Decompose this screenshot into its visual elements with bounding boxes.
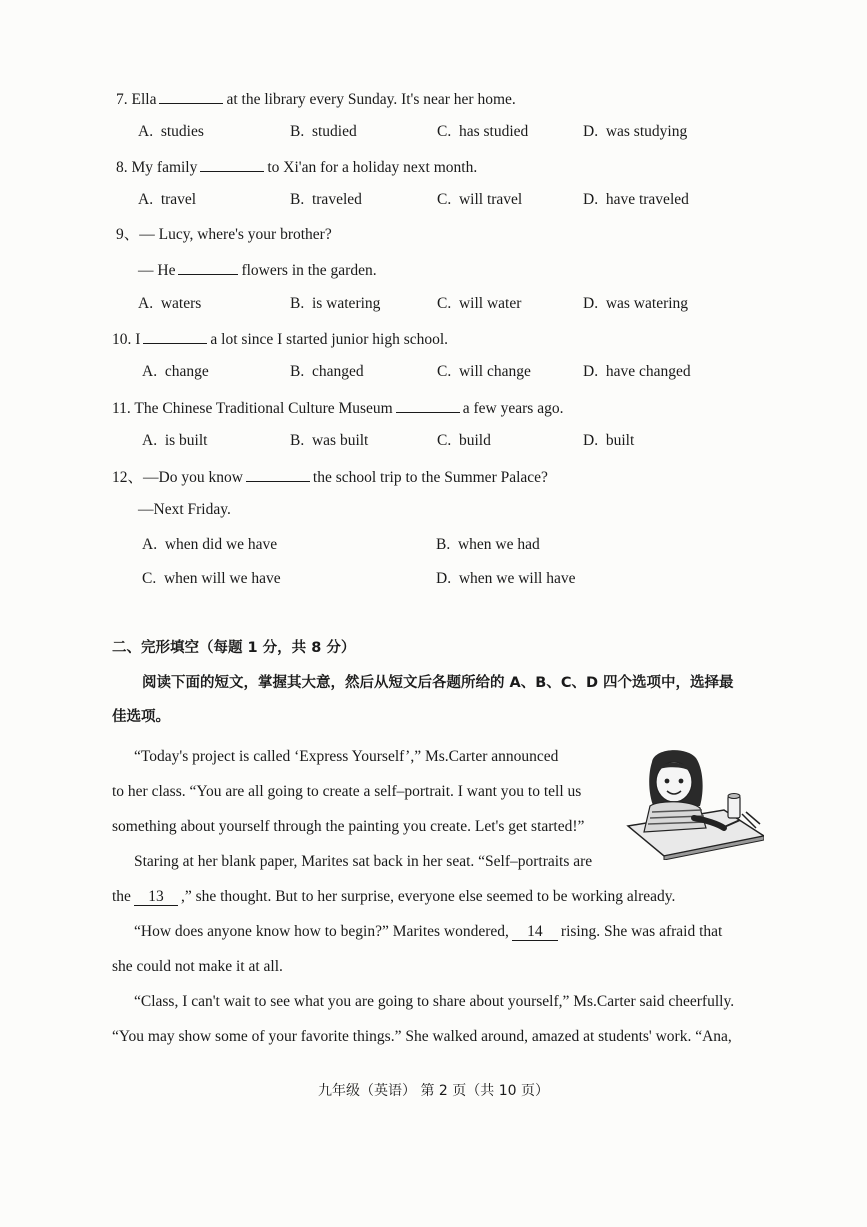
option-b: B. when we had (436, 536, 540, 553)
answer-blank (200, 156, 264, 172)
passage-line: “You may show some of your favorite things.” She walked around, amazed at students' work. “Ana, (112, 1028, 732, 1045)
option-b: B. studied (290, 123, 357, 140)
option-a: A. waters (138, 295, 202, 312)
answer-blank (246, 466, 310, 482)
answer-blank (159, 88, 223, 104)
passage-line: “Class, I can't wait to see what you are going to share about yourself,” Ms.Carter said cheerfully. (134, 993, 735, 1010)
section-heading: 二、完形填空（每题 1 分，共 8 分） (112, 640, 356, 656)
option-b: B. changed (290, 363, 364, 380)
cloze-blank-13: 13 (134, 889, 178, 906)
option-d: D. built (583, 432, 635, 449)
answer-blank (178, 259, 238, 275)
passage-line: to her class. “You are all going to create a self–portrait. I want you to tell us (112, 783, 582, 800)
cloze-blank-14: 14 (512, 924, 558, 941)
option-a: A. change (142, 363, 209, 380)
option-a: A. when did we have (142, 536, 278, 553)
girl-painting-illustration (624, 748, 764, 860)
option-d: D. have traveled (583, 191, 689, 208)
option-c: C. will water (437, 295, 522, 312)
option-d: D. was studying (583, 123, 688, 140)
option-b: B. traveled (290, 191, 362, 208)
answer-blank (396, 397, 460, 413)
option-d: D. was watering (583, 295, 689, 312)
question-9-stem: 9、— Lucy, where's your brother? (116, 226, 332, 243)
option-a: A. is built (142, 432, 208, 449)
option-c: C. will travel (437, 191, 523, 208)
question-12-reply: —Next Friday. (138, 501, 231, 518)
option-b: B. is watering (290, 295, 381, 312)
section-instructions-cont: 佳选项。 (112, 709, 170, 725)
option-c: C. will change (437, 363, 531, 380)
question-8-stem: 8. My family to Xi'an for a holiday next month. (116, 156, 477, 178)
passage-line: Staring at her blank paper, Marites sat back in her seat. “Self–portraits are (134, 853, 593, 870)
option-c: C. has studied (437, 123, 529, 140)
option-d: D. have changed (583, 363, 691, 380)
option-c: C. build (437, 432, 491, 449)
option-a: A. travel (138, 191, 197, 208)
answer-blank (143, 328, 207, 344)
option-b: B. was built (290, 432, 369, 449)
question-12-stem: 12、—Do you know the school trip to the Summer Palace? (112, 466, 548, 488)
passage-line: she could not make it at all. (112, 958, 283, 975)
passage-line: “How does anyone know how to begin?” Marites wondered, 14 rising. She was afraid that (134, 923, 723, 940)
option-a: A. studies (138, 123, 204, 140)
option-c: C. when will we have (142, 570, 281, 587)
page-footer: 九年级（英语） 第 2 页（共 10 页） (318, 1083, 549, 1099)
question-10-stem: 10. I a lot since I started junior high school. (112, 328, 448, 350)
question-7-stem: 7. Ella at the library every Sunday. It's near her home. (116, 88, 516, 110)
question-9-reply: — He flowers in the garden. (138, 259, 377, 281)
passage-line: the 13 ,” she thought. But to her surprise, everyone else seemed to be working already. (112, 888, 676, 905)
passage-line: something about yourself through the painting you create. Let's get started!” (112, 818, 585, 835)
passage-line: “Today's project is called ‘Express Yourself’,” Ms.Carter announced (134, 748, 559, 765)
section-instructions: 阅读下面的短文，掌握其大意，然后从短文后各题所给的 A、B、C、D 四个选项中，选择最 (142, 675, 734, 691)
option-d: D. when we will have (436, 570, 576, 587)
question-11-stem: 11. The Chinese Traditional Culture Museum a few years ago. (112, 397, 563, 419)
